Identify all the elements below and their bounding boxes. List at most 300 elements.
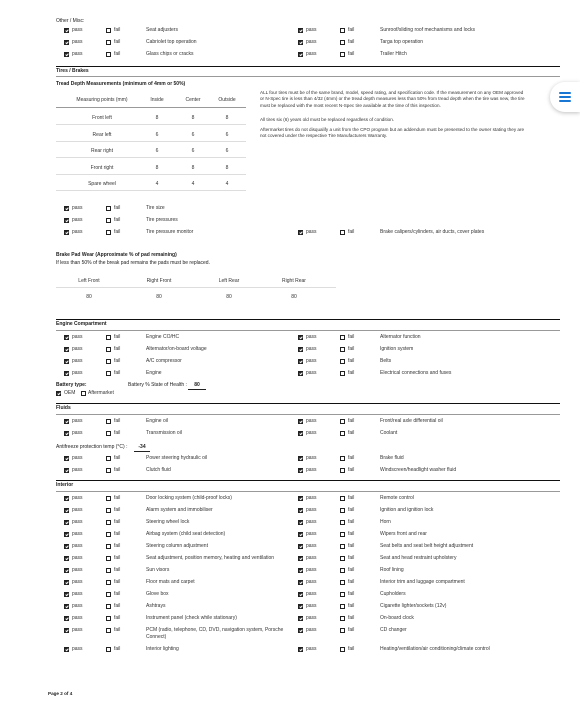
section-divider [56,403,560,404]
fail-label: fail [114,603,121,609]
check-item-label: A/C compressor [146,358,182,364]
pass-checkbox[interactable] [64,359,69,364]
pass-checkbox[interactable] [298,468,303,473]
section-divider [56,414,560,415]
pass-label: pass [72,418,83,424]
check-item-label: Alternator function [380,334,421,340]
table-divider [56,174,246,175]
pass-checkbox[interactable] [64,580,69,585]
fail-checkbox[interactable] [106,520,111,525]
battery-aftermarket-checkbox[interactable] [81,391,86,396]
pass-label: pass [72,430,83,436]
fail-checkbox[interactable] [340,580,345,585]
fail-label: fail [348,627,355,633]
pass-checkbox[interactable] [64,218,69,223]
tread-value[interactable]: 6 [155,148,159,154]
pass-label: pass [72,467,83,473]
pass-label: pass [72,39,83,45]
fail-label: fail [114,39,121,45]
fail-checkbox[interactable] [340,335,345,340]
brake-value-cell[interactable]: 80 [226,294,232,300]
check-item-label: Instrument panel (check while stationary) [146,615,237,621]
fail-checkbox[interactable] [106,556,111,561]
pass-checkbox[interactable] [298,40,303,45]
check-item-label: Alternator/on-board voltage [146,346,207,352]
pass-label: pass [306,39,317,45]
check-item-label: Windscreen/headlight washer fluid [380,467,457,473]
check-item-label: Roof lining [380,567,404,573]
fail-checkbox[interactable] [340,468,345,473]
fail-label: fail [348,334,355,340]
fail-label: fail [114,495,121,501]
table-divider [56,287,336,288]
check-item-label: Engine oil [146,418,168,424]
pass-label: pass [306,418,317,424]
pass-checkbox[interactable] [64,616,69,621]
pass-checkbox[interactable] [64,496,69,501]
fail-checkbox[interactable] [340,532,345,537]
pass-label: pass [72,358,83,364]
check-item-label: Ignition system [380,346,414,352]
fail-label: fail [114,205,121,211]
pass-checkbox[interactable] [298,580,303,585]
pass-checkbox[interactable] [64,568,69,573]
antifreeze-value[interactable]: -34 [134,444,150,452]
hamburger-menu-icon [559,92,571,94]
fail-label: fail [348,39,355,45]
tread-value[interactable]: 8 [225,164,229,171]
pass-label: pass [72,591,83,597]
tread-value[interactable]: 6 [155,131,159,138]
brake-header-cell: Right Rear [282,278,306,284]
fail-label: fail [114,646,121,652]
check-item-label: Steering wheel lock [146,519,190,525]
pass-checkbox[interactable] [298,230,303,235]
pass-label: pass [72,603,83,609]
battery-oem-checkbox[interactable] [56,391,61,396]
brake-header-cell: Right Front [146,278,172,284]
fail-label: fail [114,430,121,436]
fail-label: fail [114,217,121,223]
fail-label: fail [114,507,121,513]
tire-note-3: Aftermarket tires do not disqualify a unit from the CPO program but an addendum must be presented to the owner stating they are not covered under the respective Tire Manufacturers Warranty. [260,127,525,139]
pass-checkbox[interactable] [298,556,303,561]
pass-checkbox[interactable] [298,616,303,621]
brake-pad-note: If less than 50% of the break pad remains the pads must be replaced. [56,260,210,266]
pass-checkbox[interactable] [64,532,69,537]
pass-label: pass [306,455,317,461]
fail-label: fail [114,467,121,473]
check-item-label: Tire pressures [146,217,178,223]
check-item-label: Glove box [146,591,169,597]
pass-label: pass [72,370,83,376]
check-item-label: Ignition and ignition lock [380,507,434,513]
fail-label: fail [348,603,355,609]
pass-checkbox[interactable] [298,419,303,424]
fail-checkbox[interactable] [340,347,345,352]
pass-label: pass [306,531,317,537]
tread-value[interactable]: 8 [191,164,195,171]
pass-checkbox[interactable] [64,544,69,549]
fail-label: fail [114,519,121,525]
check-item-label: Engine [146,370,162,376]
section-title-fluids: Fluids [56,405,71,411]
fail-label: fail [114,531,121,537]
check-item-label: Cigarette lighter/sockets (12v) [380,603,447,609]
pass-checkbox[interactable] [298,496,303,501]
pass-label: pass [72,507,83,513]
pass-checkbox[interactable] [298,568,303,573]
fail-checkbox[interactable] [340,496,345,501]
hamburger-menu-icon [559,96,571,98]
tread-value[interactable]: 8 [155,164,159,171]
pass-checkbox[interactable] [64,335,69,340]
pass-label: pass [306,646,317,652]
pass-label: pass [306,334,317,340]
fail-label: fail [114,591,121,597]
fail-checkbox[interactable] [340,544,345,549]
fail-checkbox[interactable] [340,604,345,609]
tread-value[interactable]: 8 [225,115,229,121]
check-item-label: Alarm system and immobiliser [146,507,213,513]
fail-checkbox[interactable] [106,604,111,609]
pass-checkbox[interactable] [64,647,69,652]
pass-label: pass [306,507,317,513]
fail-label: fail [348,51,355,57]
fail-checkbox[interactable] [106,456,111,461]
pass-label: pass [72,495,83,501]
fail-checkbox[interactable] [340,647,345,652]
pass-label: pass [306,555,317,561]
check-item-label: Engine CO/HC [146,334,180,340]
fail-label: fail [348,370,355,376]
pass-checkbox[interactable] [64,508,69,513]
fail-label: fail [114,358,121,364]
fail-checkbox[interactable] [106,508,111,513]
table-header-cell: Center [185,97,201,103]
pass-checkbox[interactable] [64,592,69,597]
pass-checkbox[interactable] [298,335,303,340]
pass-checkbox[interactable] [64,556,69,561]
fail-label: fail [348,467,355,473]
pass-checkbox[interactable] [298,628,303,633]
tread-value[interactable]: 6 [191,131,195,138]
table-divider [56,157,246,158]
fail-label: fail [348,27,355,33]
check-item-label: Heating/ventilation/air conditioning/climate control [380,646,490,652]
fail-checkbox[interactable] [106,580,111,585]
pass-label: pass [72,579,83,585]
check-item-label: Steering column adjustment [146,543,208,549]
fail-label: fail [348,579,355,585]
check-item-label: Ashtrays [146,603,166,609]
check-item-label: Brake calipers/cylinders, air ducts, cover plates [380,229,485,235]
fail-label: fail [114,543,121,549]
fail-checkbox[interactable] [340,230,345,235]
fail-checkbox[interactable] [106,206,111,211]
check-item-label: Seat and head restraint upholstery [380,555,457,561]
pass-checkbox[interactable] [64,371,69,376]
fail-checkbox[interactable] [106,218,111,223]
check-item-label: Electrical connections and fuses [380,370,452,376]
pass-label: pass [306,543,317,549]
fail-checkbox[interactable] [106,532,111,537]
pass-checkbox[interactable] [298,532,303,537]
fail-label: fail [348,229,355,235]
pass-checkbox[interactable] [298,52,303,57]
fail-checkbox[interactable] [340,28,345,33]
pass-label: pass [72,555,83,561]
battery-aftermarket-label: Aftermarket [88,390,114,396]
section-divider [56,319,560,320]
fail-checkbox[interactable] [340,371,345,376]
tread-value[interactable]: 8 [155,115,159,121]
fail-label: fail [348,555,355,561]
fail-label: fail [114,418,121,424]
pass-checkbox[interactable] [64,431,69,436]
pass-label: pass [72,543,83,549]
fail-checkbox[interactable] [340,508,345,513]
pass-checkbox[interactable] [298,347,303,352]
fail-label: fail [348,519,355,525]
fail-checkbox[interactable] [340,628,345,633]
fail-label: fail [348,646,355,652]
tread-value[interactable]: 4 [225,181,229,187]
check-item-label: Tire pressure monitor [146,229,194,235]
section-divider [56,76,560,77]
fail-checkbox[interactable] [340,40,345,45]
pass-checkbox[interactable] [298,456,303,461]
fail-checkbox[interactable] [106,347,111,352]
section-title-tires-brakes: Tires / Brakes [56,68,89,74]
fail-checkbox[interactable] [106,592,111,597]
pass-checkbox[interactable] [298,371,303,376]
pass-label: pass [72,51,83,57]
section-title-other-misc: Other / Misc: [56,18,85,24]
pass-checkbox[interactable] [298,431,303,436]
tread-value[interactable]: 8 [191,115,195,121]
check-item-label: PCM (radio, telephone, CD, DVD, navigation system, Porsche Connect) [146,627,284,640]
measuring-point: Spare wheel [88,181,116,187]
check-item-label: Seat adjustment, position memory, heating and ventilation [146,555,275,561]
fail-label: fail [114,346,121,352]
pass-checkbox[interactable] [64,52,69,57]
table-header-cell: Measuring points (mm) [76,97,128,103]
fail-label: fail [114,579,121,585]
section-title-interior: Interior [56,482,74,488]
brake-pad-title: Brake Pad Wear (Approximate % of pad remaining) [56,252,177,258]
brake-value-cell[interactable]: 80 [156,294,162,300]
fail-checkbox[interactable] [106,359,111,364]
tread-value[interactable]: 4 [155,181,159,187]
fail-label: fail [348,346,355,352]
brake-value-cell[interactable]: 80 [291,294,297,300]
pass-label: pass [306,603,317,609]
section-divider [56,480,560,481]
fail-checkbox[interactable] [106,544,111,549]
pass-label: pass [72,334,83,340]
check-item-label: Remote control [380,495,414,501]
fail-checkbox[interactable] [106,335,111,340]
fail-checkbox[interactable] [106,230,111,235]
pass-label: pass [306,27,317,33]
section-divider [56,66,560,67]
fail-checkbox[interactable] [106,371,111,376]
table-header-cell: Inside [150,97,164,103]
brake-header-cell: Left Rear [218,278,240,284]
fail-checkbox[interactable] [106,568,111,573]
fail-checkbox[interactable] [340,52,345,57]
pass-label: pass [72,346,83,352]
fail-checkbox[interactable] [340,616,345,621]
check-item-label: Airbag system (child seat detection) [146,531,226,537]
pass-checkbox[interactable] [298,508,303,513]
pass-label: pass [306,567,317,573]
pass-checkbox[interactable] [298,647,303,652]
pass-checkbox[interactable] [64,419,69,424]
check-item-label: Targa top operation [380,39,424,45]
fail-label: fail [114,334,121,340]
pass-checkbox[interactable] [64,28,69,33]
tread-depth-title: Tread Depth Measurements (minimum of 4mm or 50%) [56,81,186,87]
table-header-cell: Outside [218,97,236,103]
brake-header-cell: Left Front [78,278,100,284]
fail-checkbox[interactable] [340,456,345,461]
check-item-label: Cabriolet top operation [146,39,197,45]
table-divider [56,141,246,142]
battery-oem-label: OEM [64,390,76,396]
pass-label: pass [306,51,317,57]
fail-label: fail [348,430,355,436]
fail-label: fail [114,615,121,621]
check-item-label: Wipers front and rear [380,531,427,537]
fail-checkbox[interactable] [106,40,111,45]
fail-checkbox[interactable] [106,431,111,436]
tread-value[interactable]: 6 [225,131,229,138]
measuring-point: Front right [90,164,114,171]
pass-checkbox[interactable] [298,28,303,33]
pass-checkbox[interactable] [64,206,69,211]
pass-label: pass [72,205,83,211]
pass-checkbox[interactable] [64,230,69,235]
hamburger-menu-button[interactable] [550,82,580,112]
pass-checkbox[interactable] [298,592,303,597]
pass-label: pass [72,567,83,573]
pass-checkbox[interactable] [64,628,69,633]
section-divider [56,330,560,331]
check-item-label: Power steering hydraulic oil [146,455,208,461]
brake-value-cell[interactable]: 80 [86,294,92,300]
pass-label: pass [72,27,83,33]
pass-label: pass [306,627,317,633]
fail-label: fail [348,455,355,461]
pass-checkbox[interactable] [298,520,303,525]
hamburger-menu-icon [559,100,571,102]
pass-checkbox[interactable] [298,604,303,609]
fail-label: fail [114,567,121,573]
check-item-label: Coolant [380,430,398,436]
pass-label: pass [72,531,83,537]
check-item-label: Horn [380,519,391,525]
fail-checkbox[interactable] [340,359,345,364]
fail-checkbox[interactable] [340,592,345,597]
tire-note-2: All tires six (6) years old must be replaced regardless of condition. [260,117,395,122]
tread-value[interactable]: 6 [191,148,195,154]
pass-label: pass [306,358,317,364]
fail-label: fail [348,615,355,621]
fail-checkbox[interactable] [106,52,111,57]
check-item-label: CD changer [380,627,407,633]
check-item-label: Floor mats and carpet [146,579,195,585]
tread-value[interactable]: 4 [191,181,195,187]
table-divider [56,124,246,125]
section-divider [56,491,560,492]
battery-health-value[interactable]: 80 [188,382,206,390]
pass-checkbox[interactable] [298,359,303,364]
fail-label: fail [348,507,355,513]
fail-checkbox[interactable] [106,419,111,424]
check-item-label: Transmission oil [146,430,182,436]
fail-checkbox[interactable] [106,496,111,501]
check-item-label: Front/real axle differential oil [380,418,443,424]
pass-checkbox[interactable] [64,40,69,45]
pass-checkbox[interactable] [64,604,69,609]
measuring-point: Rear left [92,131,112,138]
pass-checkbox[interactable] [298,544,303,549]
tire-note-1: ALL four tires must be of the same brand, model, speed rating, and specification code. If the measurement on any OEM approved or N-Spec tire is less than 4/32 (4mm) or the tread depth measures less than 50% from tread depth when the tire was new, the tire must be replaced with the most recent N-Spec tire available at the time of this inspection. [260,90,525,108]
pass-checkbox[interactable] [64,468,69,473]
fail-label: fail [348,591,355,597]
measuring-point: Front left [92,115,112,121]
fail-label: fail [348,495,355,501]
fail-checkbox[interactable] [340,520,345,525]
fail-checkbox[interactable] [106,647,111,652]
fail-checkbox[interactable] [106,616,111,621]
fail-checkbox[interactable] [106,28,111,33]
pass-label: pass [306,229,317,235]
fail-checkbox[interactable] [106,468,111,473]
fail-label: fail [348,567,355,573]
fail-checkbox[interactable] [340,431,345,436]
table-divider [56,190,246,191]
check-item-label: Seat adjusters [146,27,178,33]
fail-checkbox[interactable] [340,419,345,424]
fail-label: fail [114,555,121,561]
tread-value[interactable]: 6 [225,148,229,154]
pass-label: pass [306,591,317,597]
pass-checkbox[interactable] [64,347,69,352]
check-item-label: Tire size [146,205,165,211]
pass-label: pass [306,370,317,376]
pass-label: pass [306,495,317,501]
pass-checkbox[interactable] [64,520,69,525]
pass-checkbox[interactable] [64,456,69,461]
check-item-label: Seat belts and seat belt height adjustment [380,543,474,549]
pass-label: pass [72,229,83,235]
fail-checkbox[interactable] [340,556,345,561]
fail-label: fail [114,51,121,57]
pass-label: pass [72,646,83,652]
fail-checkbox[interactable] [106,628,111,633]
fail-label: fail [114,229,121,235]
pass-label: pass [306,467,317,473]
check-item-label: Trailer Hitch [380,51,407,57]
check-item-label: Glass chips or cracks [146,51,194,57]
pass-label: pass [72,627,83,633]
check-item-label: Clutch fluid [146,467,171,473]
table-divider [56,107,246,108]
fail-checkbox[interactable] [340,568,345,573]
